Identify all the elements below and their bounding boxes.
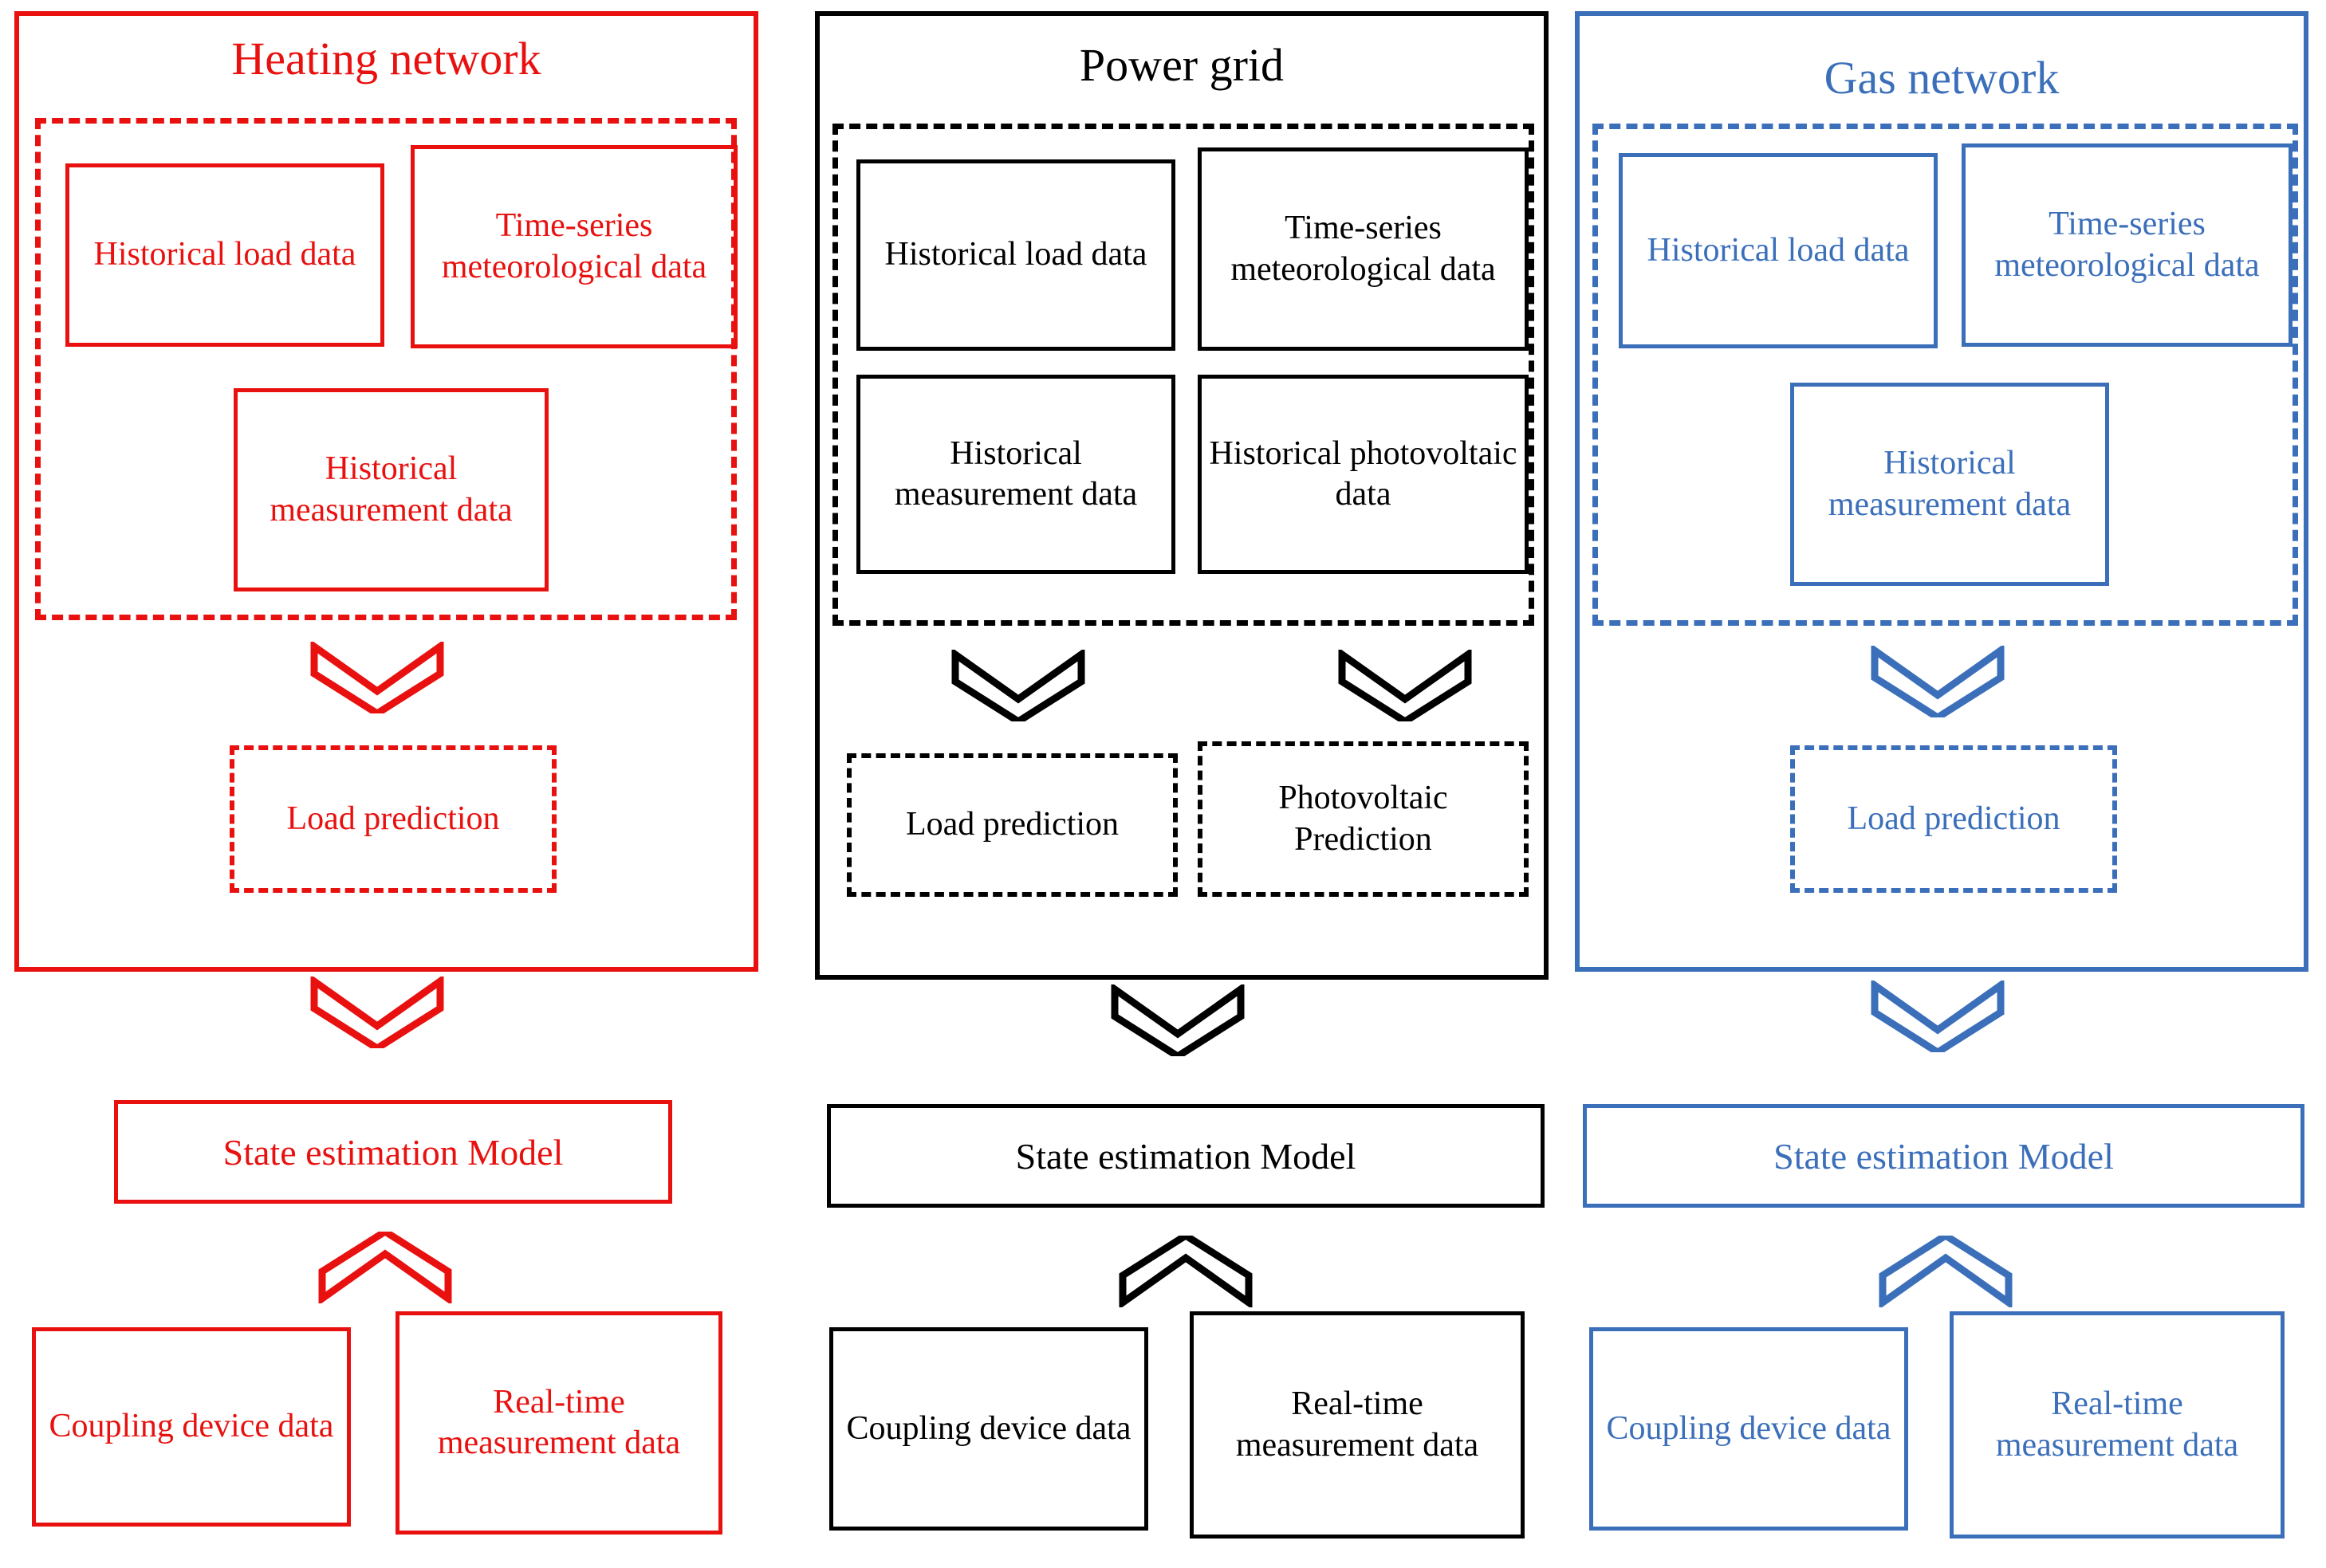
gas-network-title: Gas network	[1824, 52, 2060, 104]
gas-state-estimation-model: State estimation Model	[1583, 1104, 2304, 1208]
power-grid-title: Power grid	[1079, 39, 1285, 91]
column-power-grid	[815, 0, 1568, 1568]
gas-arrow-down-2	[1870, 980, 2005, 1052]
power-load-prediction: Load prediction	[847, 753, 1178, 897]
power-real-time-measurement-data: Real-time measurement data	[1190, 1311, 1525, 1539]
heating-real-time-measurement-data: Real-time measurement data	[396, 1311, 722, 1535]
gas-historical-load-data: Historical load data	[1619, 153, 1938, 348]
gas-coupling-device-data: Coupling device data	[1589, 1327, 1908, 1531]
gas-arrow-up	[1878, 1236, 2013, 1307]
power-historical-photovoltaic-data: Historical photovoltaic data	[1198, 375, 1529, 574]
power-time-series-meteorological-data: Time-series meteorological data	[1198, 147, 1529, 351]
heating-network-title: Heating network	[231, 33, 541, 84]
gas-time-series-meteorological-data: Time-series meteorological data	[1962, 143, 2293, 347]
gas-real-time-measurement-data: Real-time measurement data	[1950, 1311, 2285, 1539]
power-arrow-down-model	[1110, 984, 1246, 1056]
gas-load-prediction: Load prediction	[1790, 745, 2117, 893]
gas-historical-measurement-data: Historical measurement data	[1790, 383, 2109, 586]
heating-time-series-meteorological-data: Time-series meteorological data	[411, 145, 738, 348]
heating-arrow-up	[317, 1232, 453, 1303]
power-photovoltaic-prediction: Photovoltaic Prediction	[1198, 741, 1529, 897]
power-state-estimation-model: State estimation Model	[827, 1104, 1545, 1208]
power-arrow-down-load	[950, 650, 1086, 721]
power-arrow-up	[1118, 1236, 1254, 1307]
column-gas-network	[1575, 0, 2326, 1568]
heating-arrow-down-2	[309, 977, 445, 1048]
heating-state-estimation-model: State estimation Model	[114, 1100, 672, 1204]
power-coupling-device-data: Coupling device data	[829, 1327, 1148, 1531]
heating-arrow-down-1	[309, 642, 445, 713]
column-heating-network	[14, 0, 768, 1568]
power-historical-load-data: Historical load data	[856, 159, 1175, 351]
heating-historical-measurement-data: Historical measurement data	[234, 388, 549, 591]
power-historical-measurement-data: Historical measurement data	[856, 375, 1175, 574]
gas-arrow-down-1	[1870, 646, 2005, 717]
heating-coupling-device-data: Coupling device data	[32, 1327, 351, 1527]
heating-historical-load-data: Historical load data	[65, 163, 384, 347]
power-arrow-down-pv	[1337, 650, 1473, 721]
heating-load-prediction: Load prediction	[230, 745, 557, 893]
